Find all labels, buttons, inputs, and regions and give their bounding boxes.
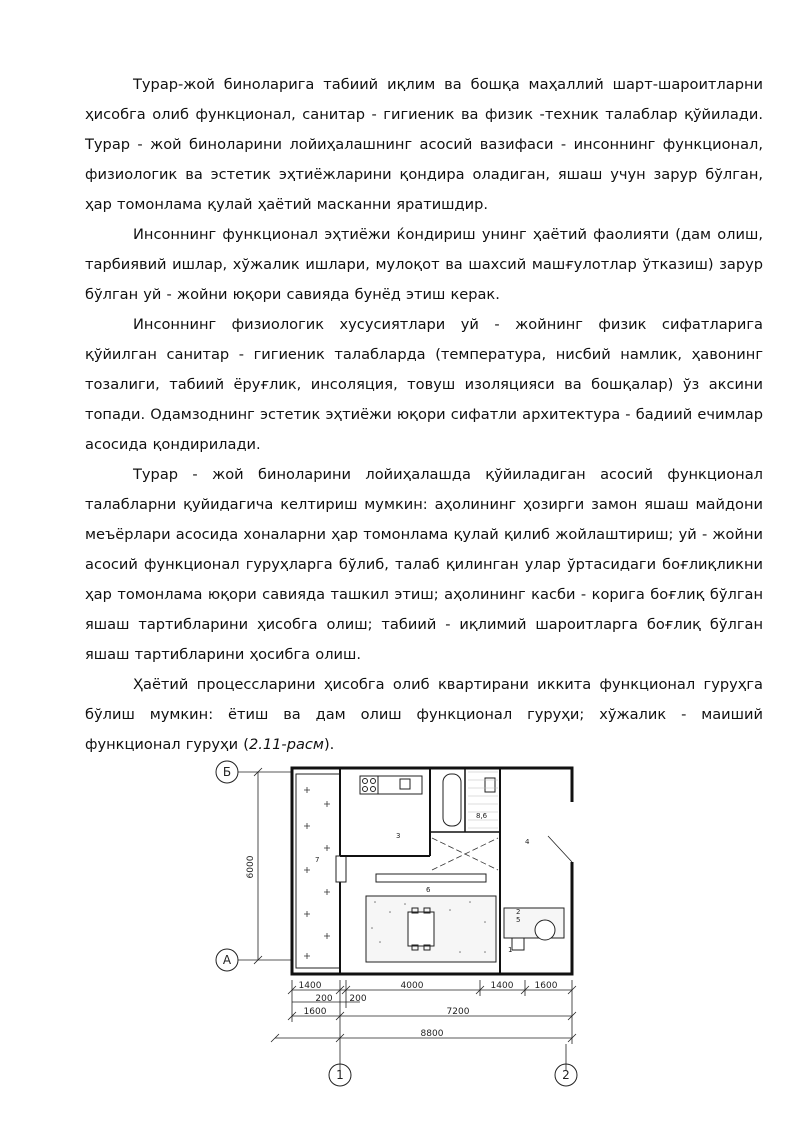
document-text [85, 70, 763, 760]
paragraph-5-text: Ҳаётий процессларини ҳисобга олиб квартирани иккита функционал гуруҳга бўлиш мумкин: ётиш ва дам олиш функционал гуруҳи; хўжалик - маиший функционал гуруҳи ( [85, 676, 763, 753]
dim-1600-right: 1600 [534, 981, 558, 991]
axis-label-bottom: А [222, 953, 232, 967]
axis-marker-bottom [216, 949, 292, 971]
paragraph-1: Турар-жой биноларига табиий иқлим ва бошқа маҳаллий шарт-шароитларни ҳисобга олиб функционал, санитар - гигиеник ва физик -техник талаблар қўйилади. Турар - жой биноларини лойиҳалашнинг асосий вазифаси - инсоннинг функционал, физиологик ва эстетик эҳтиёжларини қондира оладиган, яшаш учун зарур бўлган, ҳар томонлама қулай ҳаётий масканни яратишдир. [85, 76, 763, 213]
dim-7200: 7200 [446, 1007, 470, 1017]
paragraph-4: Турар - жой биноларини лойиҳалашда қўйиладиган асосий функционал талабларни қуйидагича келтириш мумкин: аҳолининг ҳозирги замон яшаш майдони меъёрлари асосида хоналарни ҳар томонлама қулай қилиб жойлаштириш; уй - жойни асосий функционал гуруҳларга бўлиб, талаб қилинган улар ўртасидаги боғлиқликни ҳар томонлама юқори савияда ташкил этиш; аҳолининг касби - корига боғлиқ бўлган яшаш тартибларини ҳисобга олиш; табиий - иқлимий шароитларга боғлиқ бўлган яшаш тартибларини ҳосибга олиш. [85, 466, 763, 663]
axis-marker-col-1 [329, 1064, 351, 1086]
paragraph-5 [85, 670, 763, 760]
room-number-1: 1 [508, 946, 513, 954]
room-number-8-6: 8,6 [476, 812, 488, 820]
room-number-4: 4 [525, 838, 530, 846]
room-number-2: 2 [516, 908, 521, 916]
figure-reference: 2.11-расм [248, 736, 324, 753]
axis-marker-top [216, 761, 292, 783]
paragraph-2: Инсоннинг функционал эҳтиёжи ќондириш унинг ҳаётий фаолияти (дам олиш, тарбиявий ишлар, хўжалик ишлари, мулоқот ва шахсий машғулотлар ўтказиш) зарур бўлган уй - жойни юқори савияда бунёд этиш керак. [85, 226, 763, 303]
vertical-dimension: 6000 [246, 855, 256, 879]
axis-label-col-1: 1 [336, 1068, 344, 1082]
paragraph-3: Инсоннинг физиологик хусусиятлари уй - жойнинг физик сифатларига қўйилган санитар - гигиеник талабларда (температура, нисбий намлик, ҳавонинг тозалиги, табиий ёруғлик, инсоляция, товуш изоляцияси ва бошқалар) ўз аксини топади. Одамзоднинг эстетик эҳтиёжи юқори сифатли архитектура - бадиий ечимлар асосида қондирилади. [85, 316, 763, 453]
dim-8800: 8800 [420, 1029, 444, 1039]
room-number-5: 5 [516, 916, 521, 924]
room-number-6: 6 [426, 886, 431, 894]
dim-1400-right: 1400 [490, 981, 514, 991]
floor-plan-drawing [200, 752, 610, 1092]
dim-1600-left: 1600 [303, 1007, 327, 1017]
dim-4000: 4000 [400, 981, 424, 991]
room-number-3: 3 [396, 832, 401, 840]
dim-200-left: 200 [315, 994, 333, 1004]
axis-label-top: Б [222, 765, 232, 779]
room-number-7: 7 [315, 856, 320, 864]
dim-200-right: 200 [349, 994, 367, 1004]
floor-plan-figure [200, 752, 610, 1092]
axis-label-col-2: 2 [562, 1068, 570, 1082]
axis-marker-col-2 [555, 1064, 577, 1086]
paragraph-5-closing: ). [323, 736, 335, 753]
dim-1400-left: 1400 [298, 981, 322, 991]
